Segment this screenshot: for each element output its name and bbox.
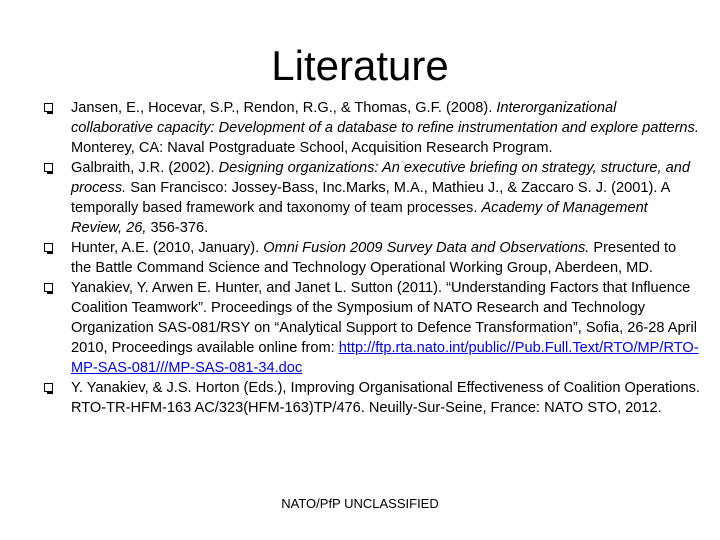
reference-text: Presented to the Battle Command Science and Technology Operational Working Group, Aberdeen, MD.: [71, 240, 677, 276]
slide-title: Literature: [271, 42, 449, 89]
reference-text: San Francisco: Jossey-Bass, Inc.Marks, M.A., Mathieu J., & Zaccaro S. J. (2001). A temporally based framework and taxonomy of team processes.: [71, 180, 670, 216]
reference-text: Yanakiev, Y. Arwen E. Hunter, and Janet L. Sutton (2011). “Understanding Factors that Influence Coalition Teamwork”. Proceedings of the Symposium of NATO Research and Technology Organization SAS-081/RSY on “Analytical Support to Defence Transformation”, Sofia, 26-28 April 2010, Proceedings available online from:: [71, 280, 697, 356]
checkbox-bullet-icon: [44, 283, 53, 292]
reference-item: [44, 158, 700, 238]
checkbox-bullet-icon: [44, 163, 53, 172]
reference-italic-text: Interorganizational collaborative capacity: Development of a database to refine instrumentation and explore patterns.: [71, 100, 699, 136]
reference-text: 356-376.: [146, 220, 209, 236]
reference-italic-text: Omni Fusion 2009 Survey Data and Observations.: [263, 240, 590, 256]
reference-item: [44, 278, 700, 378]
reference-item: [44, 238, 700, 278]
reference-text: Hunter, A.E. (2010, January).: [71, 240, 264, 256]
reference-item: [44, 378, 700, 418]
reference-text: Monterey, CA: Naval Postgraduate School, Acquisition Research Program.: [71, 140, 553, 156]
checkbox-bullet-icon: [44, 383, 53, 392]
reference-list: [44, 98, 700, 418]
reference-text: Galbraith, J.R. (2002).: [71, 160, 219, 176]
checkbox-bullet-icon: [44, 243, 53, 252]
reference-text: Jansen, E., Hocevar, S.P., Rendon, R.G., & Thomas, G.F. (2008).: [71, 100, 497, 116]
reference-italic-text: Designing organizations: An executive briefing on strategy, structure, and process.: [71, 160, 690, 196]
checkbox-bullet-icon: [44, 103, 53, 112]
reference-text: Y. Yanakiev, & J.S. Horton (Eds.), Improving Organisational Effectiveness of Coalition Operations. RTO-TR-HFM-163 AC/323(HFM-163)TP/476. Neuilly-Sur-Seine, France: NATO STO, 2012.: [71, 380, 700, 416]
reference-italic-text: Academy of Management Review, 26,: [71, 200, 648, 236]
classification-footer: NATO/PfP UNCLASSIFIED: [281, 496, 439, 511]
reference-item: [44, 98, 700, 158]
reference-link[interactable]: http://ftp.rta.nato.int/public//Pub.Full.Text/RTO/MP/RTO-MP-SAS-081///MP-SAS-081-34.doc: [71, 340, 699, 376]
